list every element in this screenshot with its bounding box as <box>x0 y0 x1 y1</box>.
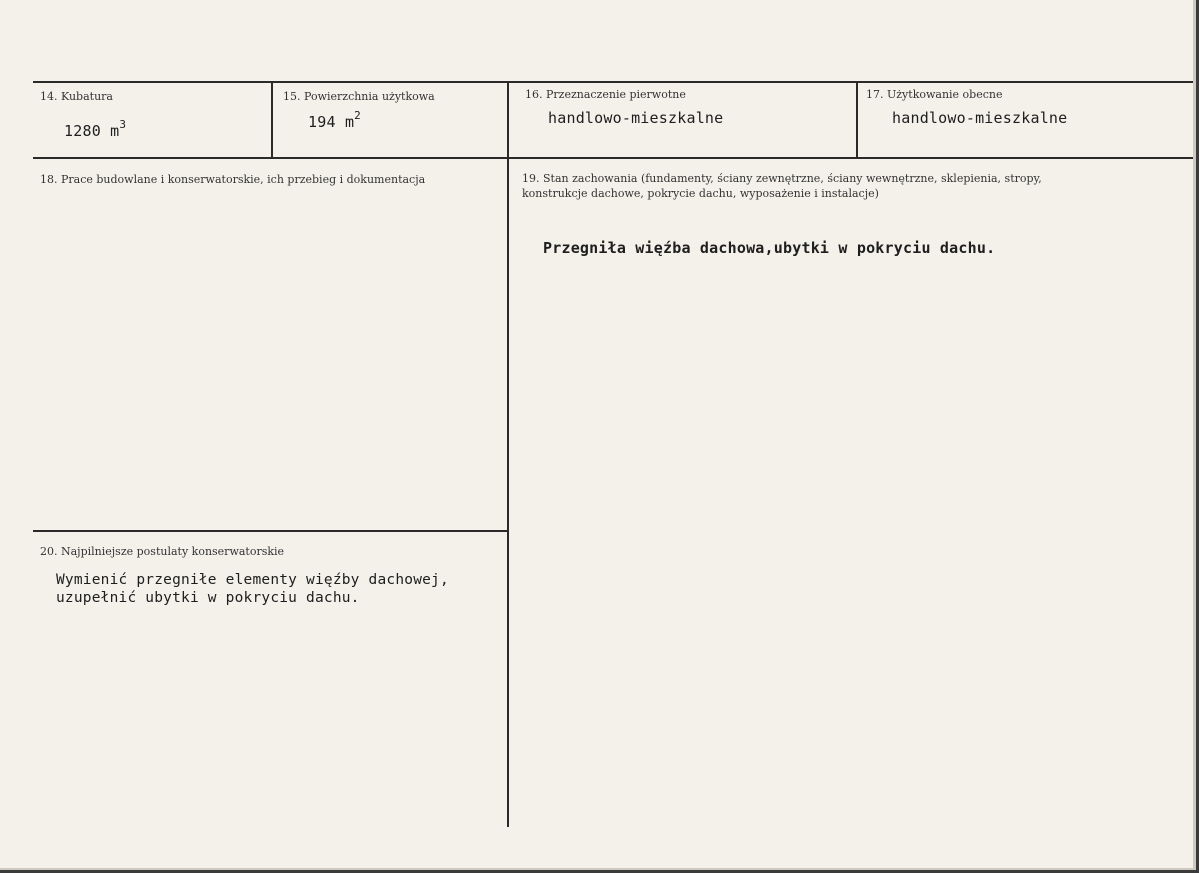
header-row-rule <box>33 157 1195 159</box>
field-16-value: handlowo-mieszkalne <box>548 109 724 127</box>
field-18-label: 18. Prace budowlane i konserwatorskie, ich przebieg i dokumentacja <box>40 173 426 186</box>
field-17-value: handlowo-mieszkalne <box>892 109 1068 127</box>
field-20-label: 20. Najpilniejsze postulaty konserwatorskie <box>40 545 285 558</box>
field-20-value-line2: uzupełnić ubytki w pokryciu dachu. <box>56 590 360 606</box>
field-15-number: 194 <box>308 113 336 131</box>
field-17-label: 17. Użytkowanie obecne <box>866 88 1003 101</box>
divider-16-17 <box>856 81 858 159</box>
field-16-label: 16. Przeznaczenie pierwotne <box>525 88 686 101</box>
field-14-value <box>64 118 126 140</box>
divider-main <box>507 81 509 827</box>
divider-14-15 <box>271 81 273 159</box>
field-14-unit-exponent: 3 <box>119 118 127 131</box>
field-19-label-line1: 19. Stan zachowania (fundamenty, ściany zewnętrzne, ściany wewnętrzne, sklepienia, stropy, <box>522 172 1042 185</box>
field-14-unit: m <box>110 122 120 140</box>
field-14-number: 1280 <box>64 122 101 140</box>
section-18-20-rule <box>33 530 509 532</box>
field-15-value <box>308 109 361 131</box>
field-19-label-line2: konstrukcje dachowe, pokrycie dachu, wyposażenie i instalacje) <box>522 187 879 200</box>
field-15-unit-exponent: 2 <box>354 109 361 122</box>
top-rule <box>33 81 1195 83</box>
field-15-label: 15. Powierzchnia użytkowa <box>283 90 435 103</box>
field-15-unit: m <box>344 113 355 131</box>
field-20-value-line1: Wymienić przegniłe elementy więźby dachowej, <box>56 572 449 588</box>
field-19-value: Przegniła więźba dachowa,ubytki w pokryciu dachu. <box>543 239 996 257</box>
field-14-label: 14. Kubatura <box>40 90 113 103</box>
